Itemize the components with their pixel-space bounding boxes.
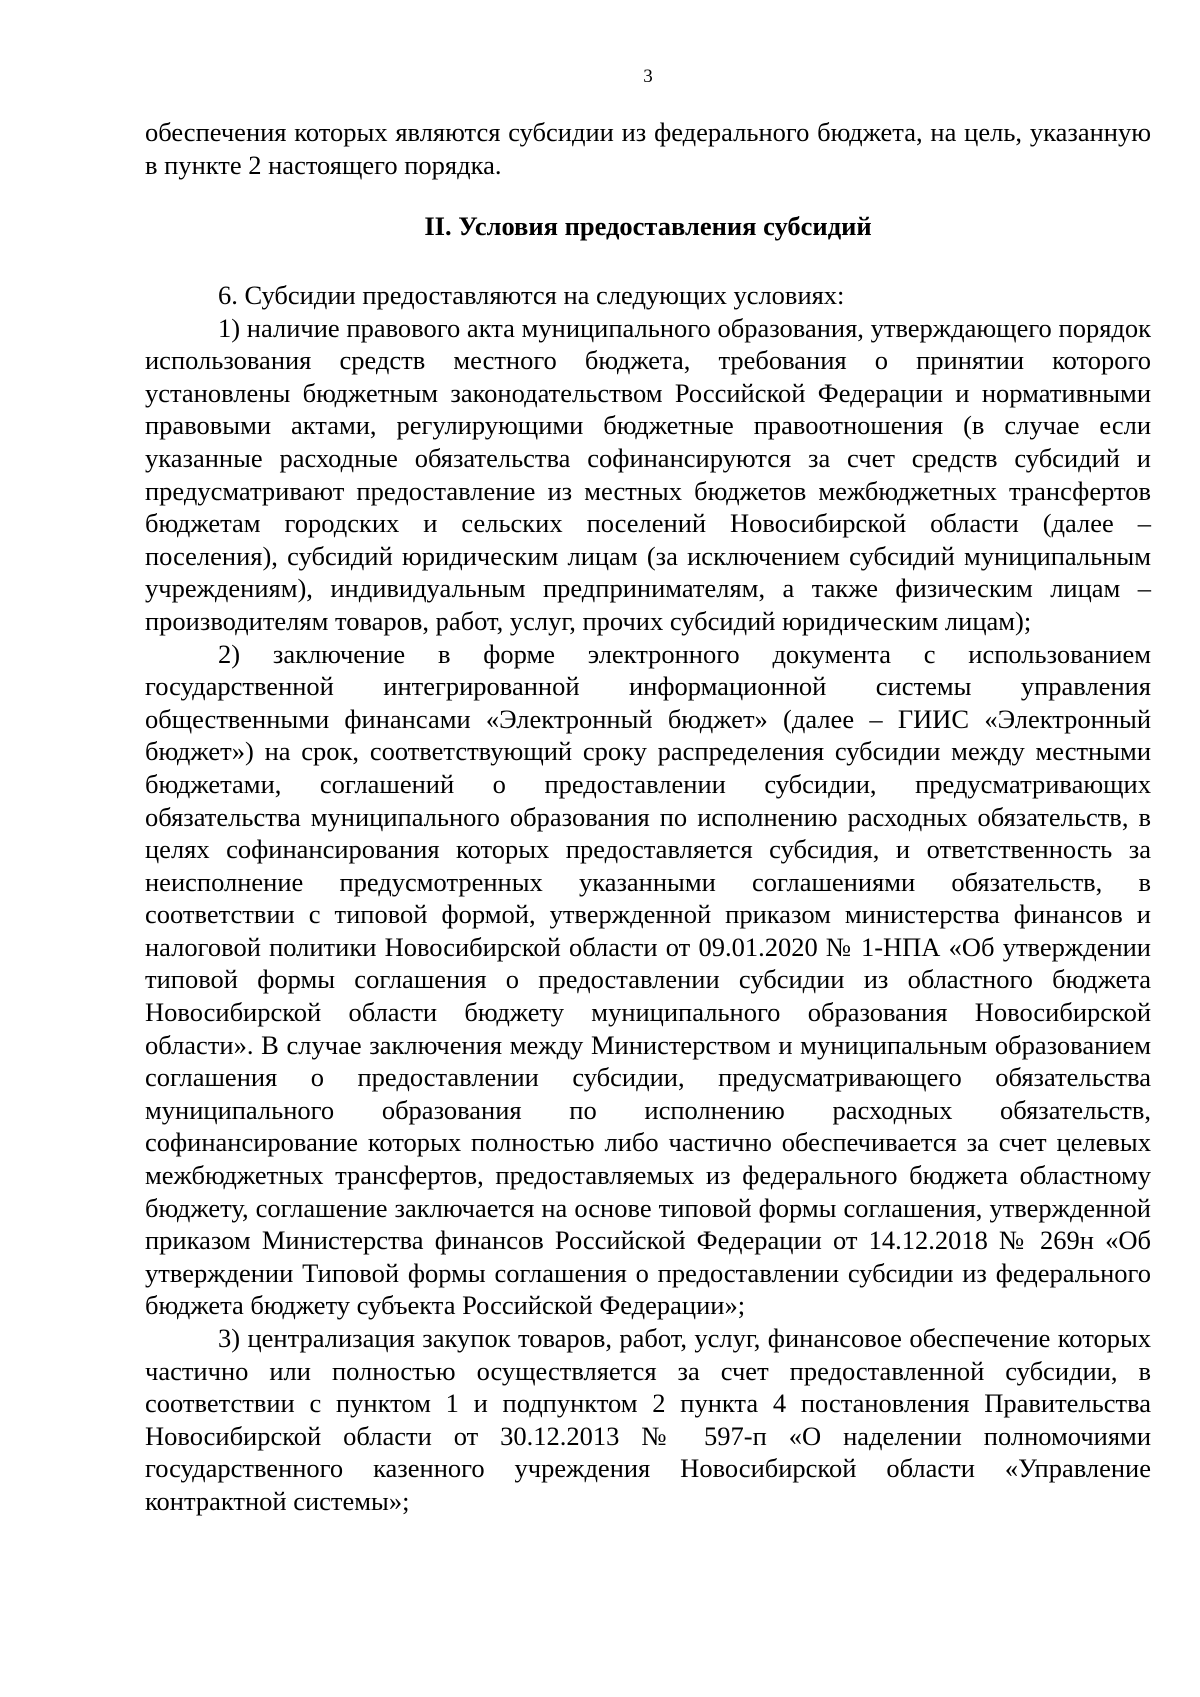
- body-text-block: [145, 279, 1151, 1518]
- item-2-paragraph: 2) заключение в форме электронного документа с использованием государственной интегрированной информационной системы управления общественными финансами «Электронный бюджет» (далее – ГИИС «Электронный бюджет») на срок, соответствующий сроку распределения субсидии между местными бюджетами, соглашений о предоставлении субсидии, предусматривающих обязательства муниципального образования по исполнению расходных обязательств, в целях софинансирования которых предоставляется субсидия, и ответственность за неисполнение предусмотренных указанными соглашениями обязательств, в соответствии с типовой формой, утвержденной приказом министерства финансов и налоговой политики Новосибирской области от 09.01.2020 № 1-НПА «Об утверждении типовой формы соглашения о предоставлении субсидии из областного бюджета Новосибирской области бюджету муниципального образования Новосибирской области». В случае заключения между Министерством и муниципальным образованием соглашения о предоставлении субсидии, предусматривающего обязательства муниципального образования по исполнению расходных обязательств, софинансирование которых полностью либо частично обеспечивается за счет целевых межбюджетных трансфертов, предоставляемых из федерального бюджета областному бюджету, соглашение заключается на основе типовой формы соглашения, утвержденной приказом Министерства финансов Российской Федерации от 14.12.2018 № 269н «Об утверждении Типовой формы соглашения о предоставлении субсидии из федерального бюджета бюджету субъекта Российской Федерации»;: [145, 638, 1151, 1321]
- section-heading: II. Условия предоставления субсидий: [424, 211, 872, 241]
- item-1-paragraph: 1) наличие правового акта муниципального образования, утверждающего порядок использования средств местного бюджета, требования о принятии которого установлены бюджетным законодательством Российской Федерации и нормативными правовыми актами, регулирующими бюджетные правоотношения (в случае если указанные расходные обязательства софинансируются за счет средств субсидий и предусматривают предоставление из местных бюджетов межбюджетных трансфертов бюджетам городских и сельских поселений Новосибирской области (далее – поселения), субсидий юридическим лицам (за исключением субсидий муниципальным учреждениям), индивидуальным предпринимателям, а также физическим лицам – производителям товаров, работ, услуг, прочих субсидий юридическим лицам);: [145, 312, 1151, 636]
- item-3-paragraph: 3) централизация закупок товаров, работ, услуг, финансовое обеспечение которых частично или полностью осуществляется за счет предоставленной субсидии, в соответствии с пунктом 1 и подпунктом 2 пункта 4 постановления Правительства Новосибирской области от 30.12.2013 № 597-п «О наделении полномочиями государственного казенного учреждения Новосибирской области «Управление контрактной системы»;: [145, 1323, 1151, 1516]
- clause-6-paragraph: 6. Субсидии предоставляются на следующих условиях:: [218, 280, 845, 310]
- intro-text-block: [145, 116, 1151, 181]
- intro-paragraph: обеспечения которых являются субсидии из федерального бюджета, на цель, указанную в пункте 2 настоящего порядка.: [145, 117, 1151, 180]
- page-number: 3: [643, 66, 653, 87]
